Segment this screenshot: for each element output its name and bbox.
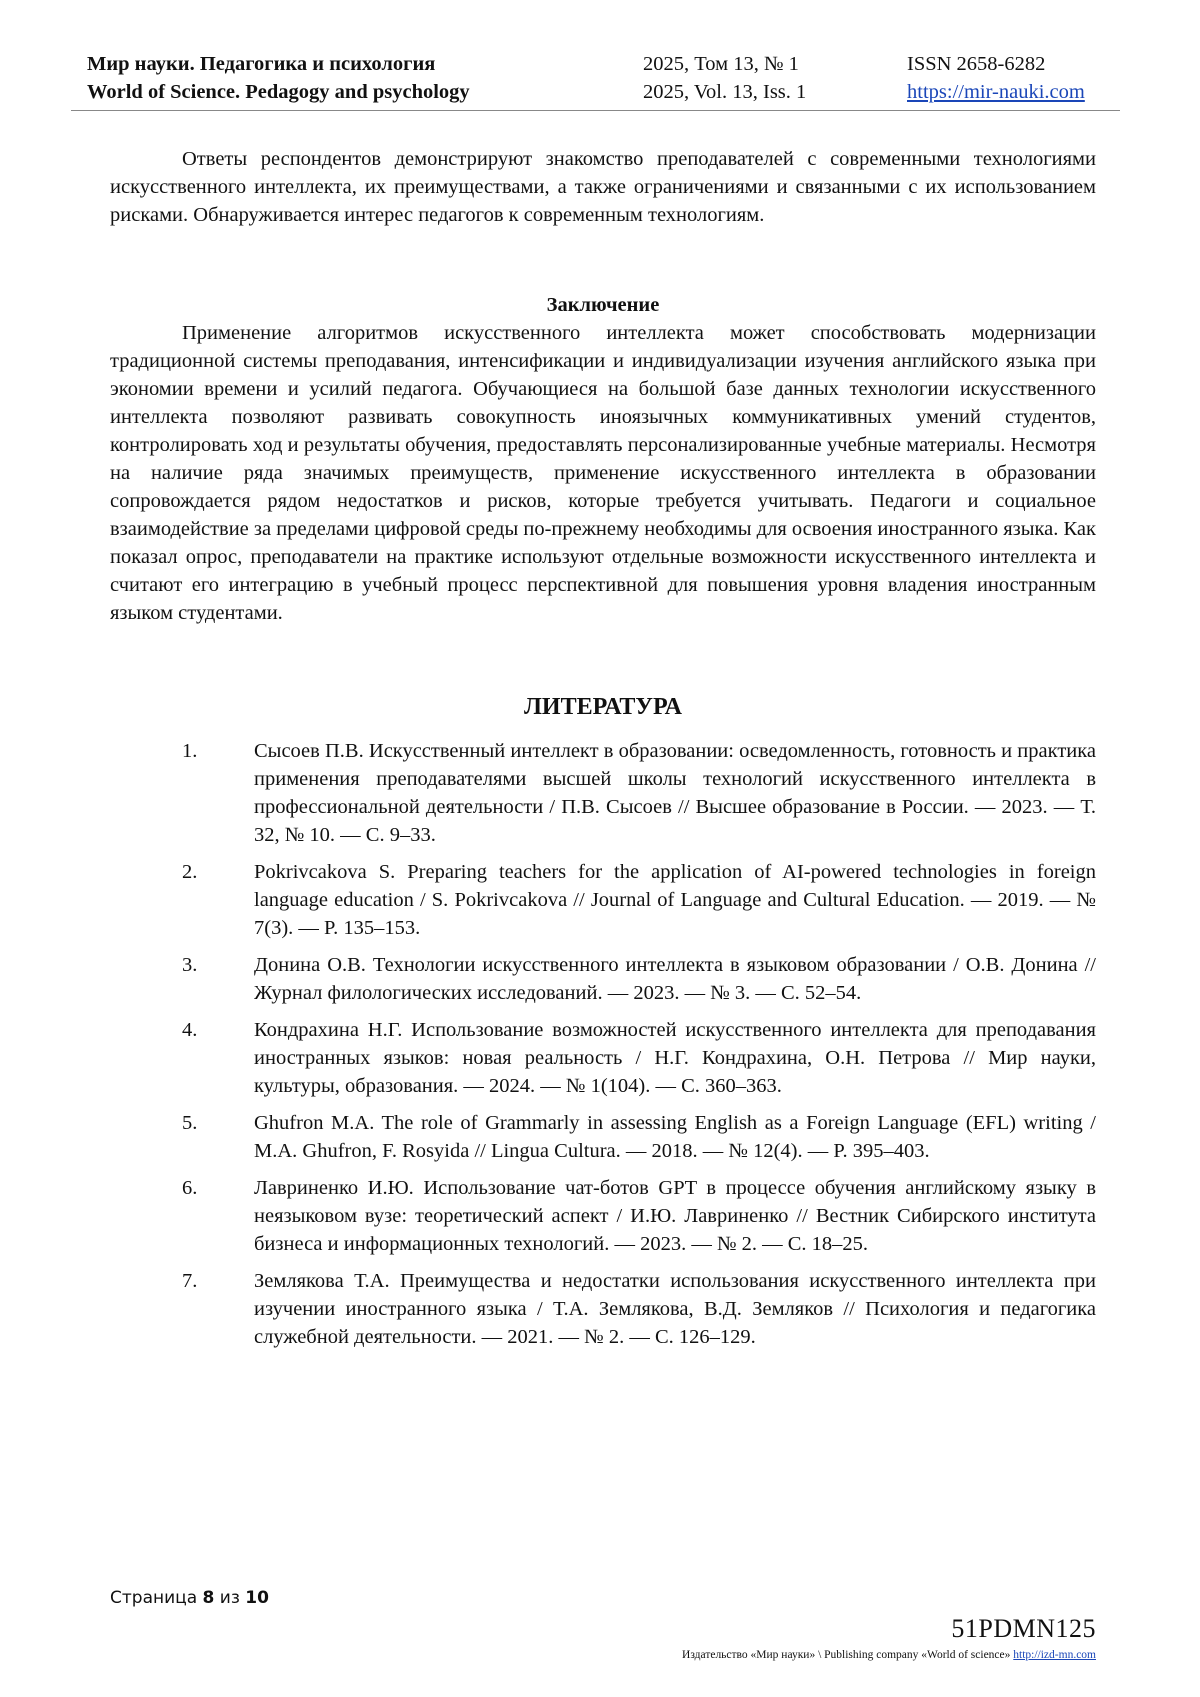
page-header xyxy=(87,50,1120,106)
reference-text: Ghufron M.A. The role of Grammarly in assessing English as a Foreign Language (EFL) writing / M.A. Ghufron, F. Rosyida // Lingua Cultura. — 2018. — № 12(4). — P. 395–403. xyxy=(254,1112,1096,1162)
page-total: 10 xyxy=(245,1588,269,1608)
journal-title-ru: Мир науки. Педагогика и психология xyxy=(87,53,436,75)
reference-item xyxy=(110,951,1096,1007)
reference-text: Лавриненко И.Ю. Использование чат-ботов GPT в процессе обучения английскому языку в неязыковом вузе: теоретический аспект / И.Ю. Лавриненко // Вестник Сибирского института бизнеса и информационных технологий. — 2023. — № 2. — С. 18–25. xyxy=(254,1177,1096,1255)
reference-list xyxy=(110,737,1096,1351)
reference-number: 1. xyxy=(182,740,198,762)
reference-item xyxy=(110,1174,1096,1258)
article-code: 51PDMN125 xyxy=(951,1614,1096,1643)
journal-title-en: World of Science. Pedagogy and psychology xyxy=(87,81,470,103)
conclusion-heading: Заключение xyxy=(546,294,660,316)
issue-ru: 2025, Том 13, № 1 xyxy=(643,53,799,75)
page-label: Страница xyxy=(110,1588,198,1608)
reference-number: 2. xyxy=(182,861,198,883)
reference-text: Донина О.В. Технологии искусственного интеллекта в языковом образовании / О.В. Донина // Журнал филологических исследований. — 2023. — № 3. — С. 52–54. xyxy=(254,954,1096,1004)
reference-item xyxy=(110,1109,1096,1165)
reference-text: Кондрахина Н.Г. Использование возможностей искусственного интеллекта для преподавания иностранных языков: новая реальность / Н.Г. Кондрахина, О.Н. Петрова // Мир науки, культуры, образования. — 2024. — № 1(104). — С. 360–363. xyxy=(254,1019,1096,1097)
reference-text: Pokrivcakova S. Preparing teachers for the application of AI-powered technologies in foreign language education / S. Pokrivcakova // Journal of Language and Cultural Education. — 2019. — № 7(3). — P. 135–153. xyxy=(254,861,1096,939)
conclusion-paragraph: Применение алгоритмов искусственного интеллекта может способствовать модернизации традиционной системы преподавания, интенсификации и индивидуализации изучения английского языка при экономии времени и усилий педагога. Обучающиеся на большой базе данных технологии искусственного интеллекта позволяют развивать совокупность иноязычных коммуникативных умений студентов, контролировать ход и результаты обучения, предоставлять персонализированные учебные материалы. Несмотря на наличие ряда значимых преимуществ, применение искусственного интеллекта в образовании сопровождается рядом недостатков и рисков, которые требуется учитывать. Педагоги и социальное взаимодействие за пределами цифровой среды по-прежнему необходимы для освоения иностранного языка. Как показал опрос, преподаватели на практике используют отдельные возможности искусственного интеллекта и считают его интеграцию в учебный процесс перспективной для повышения уровня владения иностранным языком студентами. xyxy=(110,322,1096,624)
reference-text: Землякова Т.А. Преимущества и недостатки использования искусственного интеллекта при изучении иностранного языка / Т.А. Землякова, В.Д. Земляков // Психология и педагогика служебной деятельности. — 2021. — № 2. — С. 126–129. xyxy=(254,1270,1096,1348)
intro-paragraph: Ответы респондентов демонстрируют знакомство преподавателей с современными технологиями искусственного интеллекта, их преимуществами, а также ограничениями и связанными с их использованием рисками. Обнаруживается интерес педагогов к современным технологиям. xyxy=(110,148,1096,226)
publisher-line xyxy=(682,1649,1096,1661)
publisher-link[interactable]: http://izd-mn.com xyxy=(1013,1649,1096,1661)
reference-text: Сысоев П.В. Искусственный интеллект в образовании: осведомленность, готовность и практика применения преподавателями высшей школы технологий искусственного интеллекта в профессиональной деятельности / П.В. Сысоев // Высшее образование в России. — 2023. — Т. 32, № 10. — С. 9–33. xyxy=(254,740,1096,846)
reference-item xyxy=(110,737,1096,849)
header-divider xyxy=(71,110,1120,111)
reference-number: 5. xyxy=(182,1112,198,1134)
reference-number: 4. xyxy=(182,1019,198,1041)
page-number xyxy=(110,1588,269,1608)
reference-item xyxy=(110,858,1096,942)
publisher-text: Издательство «Мир науки» \ Publishing company «World of science» xyxy=(682,1649,1011,1661)
literature-heading: ЛИТЕРАТУРА xyxy=(524,694,682,720)
issn: ISSN 2658-6282 xyxy=(907,53,1046,75)
reference-number: 3. xyxy=(182,954,198,976)
journal-url-link[interactable]: https://mir-nauki.com xyxy=(907,81,1085,103)
reference-number: 6. xyxy=(182,1177,198,1199)
issue-en: 2025, Vol. 13, Iss. 1 xyxy=(643,81,807,103)
main-content xyxy=(110,145,1096,1360)
reference-item xyxy=(110,1267,1096,1351)
reference-item xyxy=(110,1016,1096,1100)
page-of: из xyxy=(219,1588,240,1608)
page-current: 8 xyxy=(202,1588,215,1608)
reference-number: 7. xyxy=(182,1270,198,1292)
